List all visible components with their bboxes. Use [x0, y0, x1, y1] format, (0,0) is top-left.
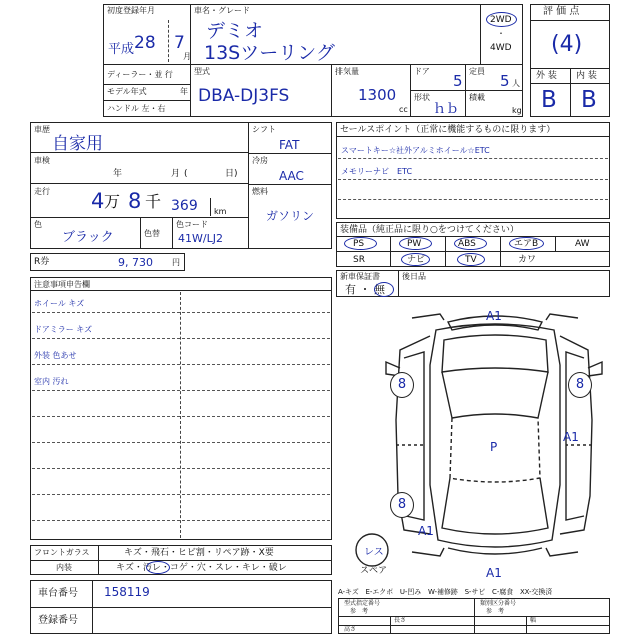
sales-point-line-2: メモリーナビ ETC	[341, 167, 413, 176]
damage-front-bumper: A1	[486, 309, 502, 323]
spec-width: 幅	[530, 617, 537, 624]
load-label: 積載	[469, 93, 485, 102]
mileage-ten-thousands-unit: 万	[104, 192, 121, 211]
equip-pw: PW	[407, 239, 422, 249]
sales-point-line-1: スマートキー☆社外アルミホイール☆ETC	[341, 146, 490, 155]
fuel: ガソリン	[266, 209, 315, 223]
front-glass-label: フロントガラス	[34, 548, 90, 557]
car-name-label: 車名・グレード	[194, 6, 250, 15]
interior-dirt-circle	[146, 561, 170, 574]
interior-cond-value: キズ・汚レ・コゲ・穴・スレ・キレ・破レ	[116, 563, 287, 573]
usage: 自家用	[52, 134, 103, 154]
note-line-2: ドアミラー キズ	[34, 325, 93, 334]
era: 平成	[108, 42, 135, 57]
car-name: デミオ	[206, 20, 264, 42]
km-unit: km	[214, 207, 227, 216]
capacity-unit: 人	[512, 79, 520, 88]
recycle-value: 9, 730	[118, 256, 153, 269]
color-change-label: 色替	[144, 229, 160, 238]
exterior-score: B	[541, 87, 557, 113]
equip-airbag: エアB	[514, 239, 539, 249]
equip-abs: ABS	[458, 239, 476, 249]
model: DBA-DJ3FS	[198, 86, 290, 106]
model-year-unit: 年	[180, 87, 188, 96]
drive-2wd: 2WD	[490, 15, 512, 25]
score-value: (4)	[551, 32, 583, 57]
shift-label: シフト	[252, 125, 276, 134]
mileage-ten-thousands: 4	[91, 189, 105, 213]
note-line-3: 外装 色あせ	[34, 351, 77, 360]
spec-height: 高さ	[344, 626, 357, 633]
equip-sr: SR	[353, 255, 365, 265]
damage-left-rear: A1	[418, 524, 434, 538]
shift: FAT	[279, 138, 300, 152]
model-year-label: モデル年式	[107, 87, 147, 96]
chassis-number: 158119	[104, 585, 150, 599]
color: ブラック	[62, 230, 114, 245]
equip-tv: TV	[465, 255, 477, 265]
equip-navi: ナビ	[407, 255, 426, 265]
ac-label: 冷房	[252, 156, 268, 165]
damage-right-front-wheel: 8	[568, 372, 592, 398]
mileage-rest: 369	[171, 198, 198, 214]
color-code-label: 色コード	[176, 220, 208, 229]
handle-label: ハンドル 左・右	[107, 104, 166, 113]
spare-tire-label: スペア	[360, 566, 388, 576]
spare-tire-value: レス	[364, 547, 384, 558]
fuel-label: 燃料	[252, 187, 268, 196]
dealer-label: ディーラー・並 行	[107, 70, 173, 79]
interior-label: 内 装	[576, 71, 597, 81]
doors: 5	[453, 72, 463, 90]
inspection-year: 年	[113, 169, 123, 179]
shape: ｈｂ	[433, 102, 460, 117]
door-label: ドア	[414, 67, 430, 76]
reg-month: 7	[174, 33, 185, 53]
later-items-label: 後日品	[402, 272, 426, 281]
damage-left-front-wheel: 8	[390, 372, 414, 398]
displacement: 1300	[358, 86, 397, 104]
color-code: 41W/LJ2	[178, 232, 223, 245]
equip-aw: AW	[575, 239, 590, 249]
damage-rear-bumper: A1	[486, 566, 502, 580]
inspection-month: 月	[171, 169, 181, 179]
damage-legend: A-キズ E-エクボ U-凹み W-補修跡 S-サビ C-腐食 XX-交換済	[338, 588, 553, 596]
front-glass-value: キズ・飛石・ヒビ割・リペア跡・X要	[124, 548, 274, 558]
warranty-label: 新車保証書	[340, 272, 380, 281]
sales-points-label: セールスポイント（正常に機能するものに限ります）	[340, 125, 556, 135]
spec-length: 長さ	[394, 617, 407, 624]
chassis-label: 車台番号	[38, 588, 78, 599]
warranty-value: 有 ・ 無	[345, 283, 385, 296]
damage-right-side: A1	[563, 430, 579, 444]
equipment-label: 装備品（純正品に限り○をつけてください）	[340, 225, 519, 235]
ac: AAC	[279, 169, 304, 183]
yen-unit: 円	[172, 258, 180, 267]
spec-left-title: 型式指定番号	[344, 600, 381, 607]
registration-label: 登録番号	[38, 615, 78, 626]
spec-right-ref: 参 考	[486, 608, 505, 615]
drive-4wd: 4WD	[490, 43, 512, 53]
reg-year: 28	[134, 33, 156, 53]
displacement-label: 排気量	[335, 67, 359, 76]
capacity: 5	[500, 72, 510, 90]
exterior-label: 外 装	[536, 71, 557, 81]
mileage-thousands: 8	[128, 189, 142, 213]
model-label: 型式	[194, 67, 210, 76]
spec-right-title: 類別区分番号	[480, 600, 517, 607]
recycle-label: R券	[34, 257, 50, 267]
damage-left-rear-wheel: 8	[390, 492, 414, 518]
interior-cond-label: 内装	[56, 563, 72, 572]
drive-dot: ・	[497, 29, 505, 38]
notes-label: 注意事項申告欄	[34, 280, 90, 289]
spec-left-ref: 参 考	[350, 608, 369, 615]
score-label: 評 価 点	[543, 6, 580, 17]
first-reg-label: 初度登録年月	[107, 6, 155, 15]
inspection-day: 日)	[225, 169, 238, 179]
equip-ps: PS	[353, 239, 365, 249]
mileage-thousands-unit: 千	[145, 192, 162, 211]
usage-label: 車歴	[34, 125, 50, 134]
inspection-label: 車検	[34, 156, 50, 165]
color-label: 色	[34, 220, 42, 229]
cc-unit: cc	[399, 105, 408, 114]
capacity-label: 定員	[469, 67, 485, 76]
note-line-1: ホイール キズ	[34, 299, 85, 308]
interior-score: B	[581, 87, 597, 113]
note-line-4: 室内 汚れ	[34, 377, 69, 386]
mileage-label: 走行	[34, 187, 50, 196]
kg-unit: kg	[512, 106, 522, 115]
month-unit: 月	[183, 52, 191, 61]
car-grade: 13Sツーリング	[204, 42, 335, 64]
damage-roof: P	[490, 440, 498, 454]
shape-label: 形状	[414, 93, 430, 102]
equip-leather: カワ	[518, 255, 537, 265]
